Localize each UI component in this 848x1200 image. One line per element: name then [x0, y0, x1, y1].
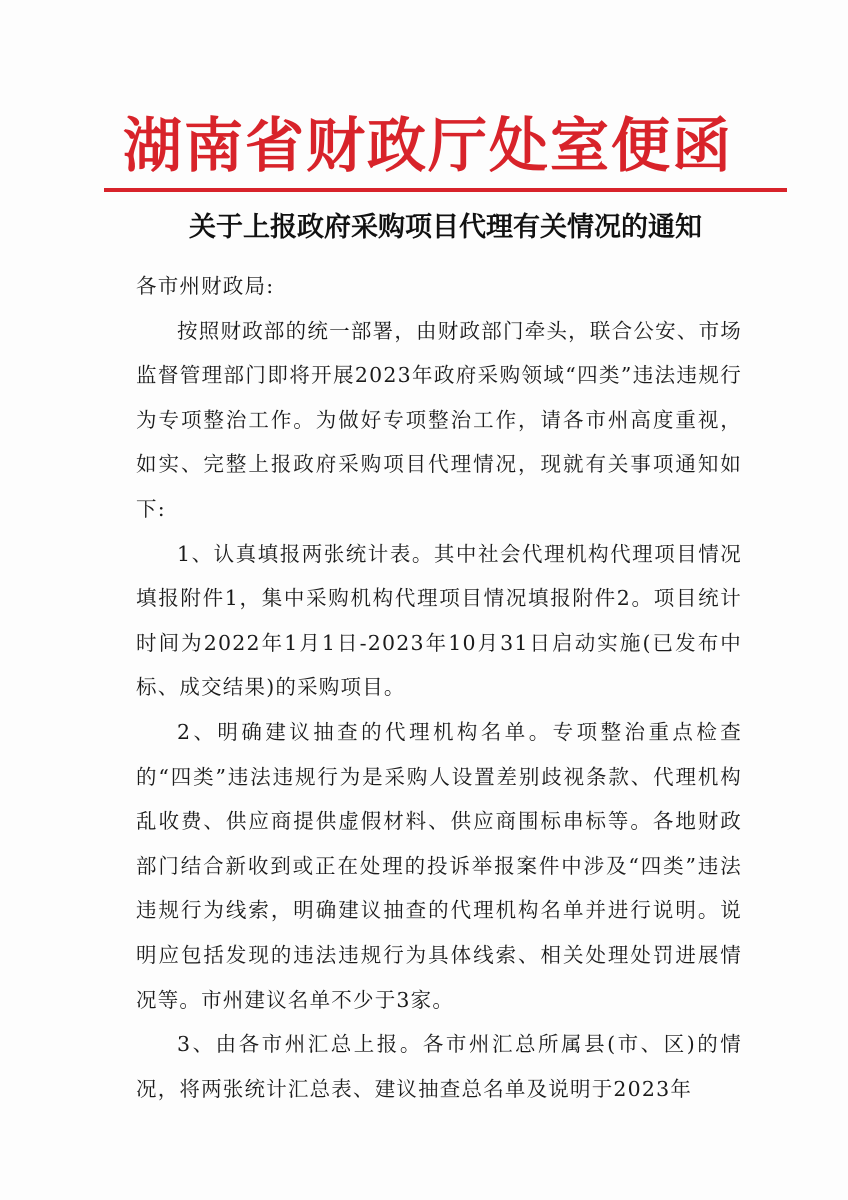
document-title: 关于上报政府采购项目代理有关情况的通知 — [189, 212, 702, 243]
masthead-title: 湖南省财政厅处室便函 — [122, 111, 733, 180]
paragraph-item-2: 2、明确建议抽查的代理机构名单。专项整治重点检查的“四类”违法违规行为是采购人设置差别歧视条款、代理机构乱收费、供应商提供虚假材料、供应商围标串标等。各地财政部门结合新收到或正在处理的投诉举报案件中涉及“四类”违法违规行为线索，明确建议抽查的代理机构名单并进行说明。说明应包括发现的违法违规行为具体线索、相关处理处罚进展情况等。市州建议名单不少于3家。 — [136, 719, 742, 1012]
document-body — [136, 264, 742, 1111]
paragraph-item-1: 1、认真填报两张统计表。其中社会代理机构代理项目情况填报附件1，集中采购机构代理项目情况填报附件2。项目统计时间为2022年1月1日-2023年10月31日启动实施(已发布中标、成交结果)的采购项目。 — [136, 541, 742, 700]
salutation: 各市州财政局: — [136, 274, 275, 298]
paragraph-intro: 按照财政部的统一部署，由财政部门牵头，联合公安、市场监督管理部门即将开展2023年政府采购领域“四类”违法违规行为专项整治工作。为做好专项整治工作，请各市州高度重视，如实、完整上报政府采购项目代理情况，现就有关事项通知如下: — [136, 318, 742, 521]
red-divider-line — [104, 188, 787, 192]
paragraph-item-3: 3、由各市州汇总上报。各市州汇总所属县(市、区)的情况，将两张统计汇总表、建议抽查总名单及说明于2023年 — [136, 1032, 742, 1101]
